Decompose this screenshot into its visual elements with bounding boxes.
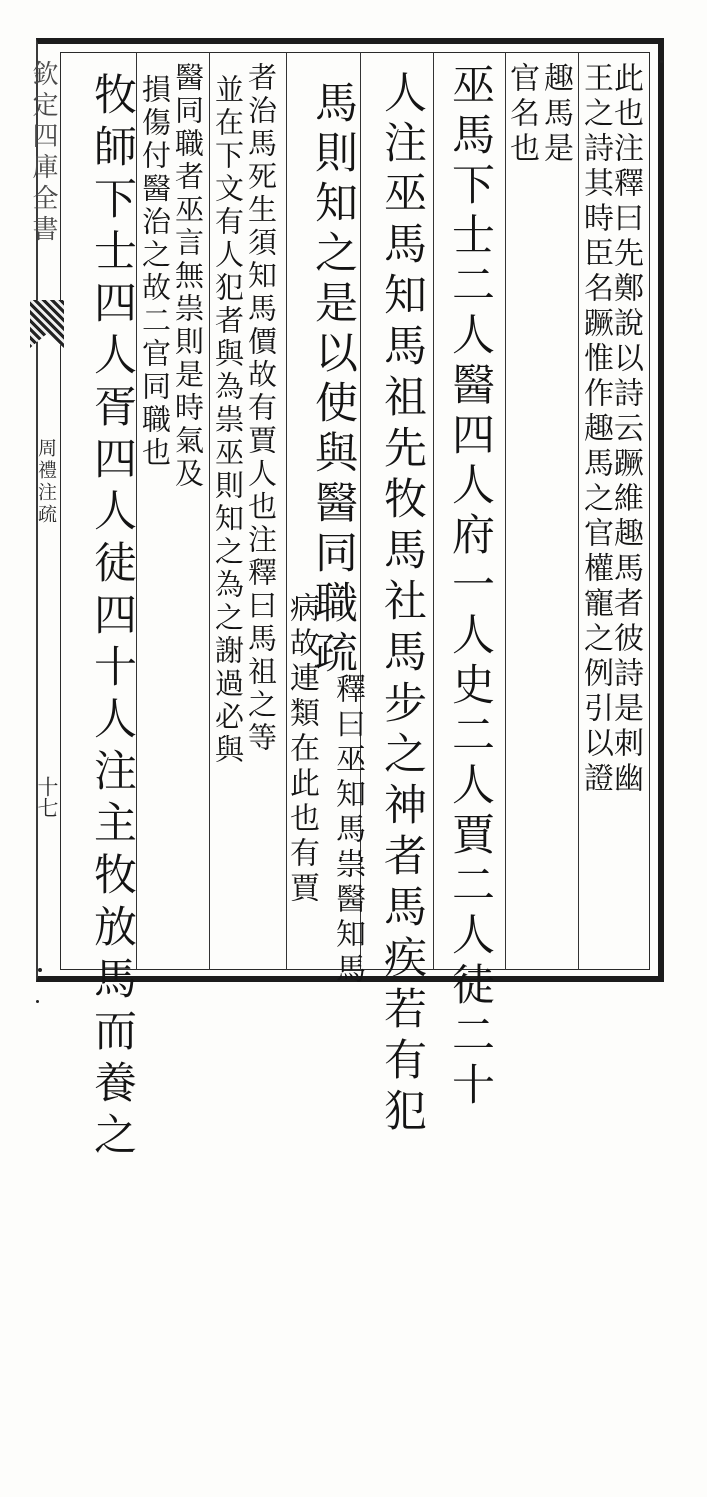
text-column-10: 並在下文有人犯者與為祟巫則知之為之謝過必與 — [211, 74, 245, 767]
text-column-4: 官名也 — [504, 62, 539, 167]
commentary-text: 巫馬知馬祖先牧馬社馬步之神者馬疾若有犯 — [377, 170, 427, 1139]
text-column-2: 王之詩其時臣名蹶惟作趣馬之官權寵之例引以證 — [578, 62, 613, 797]
text-column-11: 醫同職者巫言無祟則是時氣及 — [171, 62, 205, 491]
sub-commentary: 釋曰巫知馬祟醫知馬 — [330, 673, 365, 988]
ink-speck — [38, 968, 42, 972]
text-column-3: 趣馬是 — [538, 62, 573, 167]
text-column-8: 病故連類在此也有賈 — [284, 592, 319, 907]
commentary-text: 主牧放馬而養之 — [87, 800, 137, 1164]
column-rule — [433, 52, 434, 970]
text-column-6 — [372, 70, 433, 1139]
text-column-9: 者治馬死生須知馬價故有賈人也注釋曰馬祖之等 — [244, 62, 278, 755]
ink-speck — [36, 1000, 39, 1003]
text-column-13 — [82, 72, 143, 1164]
commentary-text: 馬則知之是以使與醫同職 — [308, 80, 358, 630]
book-title: 周禮注疏 — [35, 438, 57, 526]
text-column-5: 巫馬下士二人醫四人府一人史二人賈二人徒二十 — [445, 62, 495, 1112]
shu-marker: 疏 — [308, 630, 358, 673]
ink-speck — [660, 60, 663, 63]
main-text: 牧師下士四人胥四人徒四十人注 — [87, 72, 137, 800]
page-number: 十七 — [35, 776, 59, 818]
text-column-1: 此也注釋曰先鄭說以詩云蹶維趣馬者彼詩是刺幽 — [608, 62, 643, 797]
column-rule — [209, 52, 210, 970]
main-text: 人注 — [377, 70, 427, 170]
text-column-12: 損傷付醫治之故二官同職也 — [138, 74, 172, 470]
library-mark: 欽定四庫全書 — [28, 60, 58, 246]
